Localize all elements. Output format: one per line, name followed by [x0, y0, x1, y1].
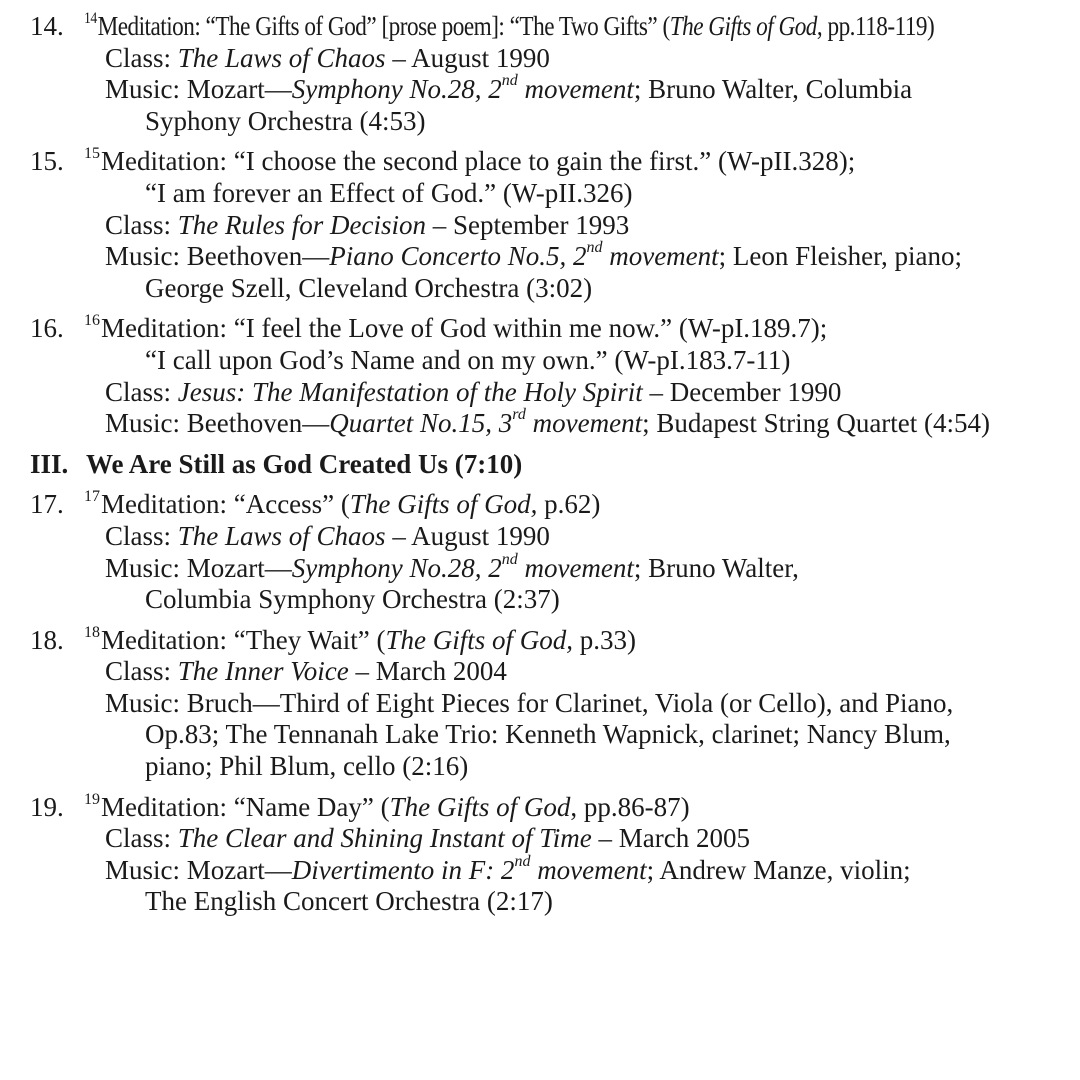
- ordinal-suffix: nd: [501, 72, 518, 90]
- meditation-text: Meditation: “Name Day” (: [101, 791, 390, 822]
- class-label: Class:: [105, 42, 178, 73]
- ordinal-suffix: nd: [514, 852, 531, 870]
- class-title: The Laws of Chaos: [177, 42, 386, 73]
- entry-number: 15.: [30, 146, 64, 177]
- footnote-marker: 18: [84, 623, 100, 641]
- footnote-marker: 19: [84, 790, 100, 808]
- music-line: [0, 408, 1080, 440]
- music-composer: Music: Beethoven—: [105, 408, 330, 439]
- entry-number: 17.: [30, 489, 64, 520]
- music-composer: Music: Beethoven—: [105, 241, 330, 272]
- footnote-marker: 14: [84, 10, 97, 27]
- music-performers: ; Bruno Walter,: [633, 552, 799, 583]
- meditation-text: Meditation: “I feel the Love of God within me now.” (W-pI.189.7);: [101, 313, 828, 344]
- meditation-line: [0, 625, 1080, 657]
- music-continuation: Syphony Orchestra (4:53): [145, 105, 426, 136]
- class-title: The Clear and Shining Instant of Time: [177, 823, 592, 854]
- footnote-marker: 17: [84, 488, 100, 506]
- meditation-continuation: “I am forever an Effect of God.” (W-pII.326): [145, 177, 633, 208]
- class-date: – March 2004: [348, 656, 507, 687]
- entry-number: 14.: [30, 11, 64, 41]
- class-title: The Laws of Chaos: [177, 520, 386, 551]
- class-line: [0, 656, 1080, 688]
- list-item: [0, 489, 1080, 615]
- music-continuation: Columbia Symphony Orchestra (2:37): [145, 584, 560, 615]
- meditation-line: [0, 11, 1080, 43]
- music-performers: ; Leon Fleisher, piano;: [718, 241, 963, 272]
- footnote-marker: 15: [84, 145, 100, 163]
- music-continuation: George Szell, Cleveland Orchestra (3:02): [145, 272, 593, 303]
- music-line: Music: Bruch—Third of Eight Pieces for Clarinet, Viola (or Cello), and Piano,: [105, 687, 954, 718]
- book-title: The Gifts of God: [669, 11, 817, 41]
- meditation-line: [0, 489, 1080, 521]
- page-ref: , pp.118-119): [816, 11, 935, 41]
- music-composer: Music: Mozart—: [105, 74, 292, 105]
- class-date: – December 1990: [642, 376, 842, 407]
- class-label: Class:: [105, 376, 178, 407]
- class-date: – August 1990: [385, 42, 550, 73]
- class-date: – September 1993: [426, 209, 630, 240]
- class-label: Class:: [105, 656, 178, 687]
- book-title: The Gifts of God: [389, 791, 571, 822]
- list-item: [0, 11, 1080, 137]
- class-line: [0, 521, 1080, 553]
- music-composer: Music: Mozart—: [105, 552, 292, 583]
- meditation-line: [0, 313, 1080, 345]
- meditation-line: [0, 146, 1080, 178]
- book-title: The Gifts of God,: [385, 624, 574, 655]
- music-line: [0, 241, 1080, 273]
- ordinal-suffix: nd: [586, 239, 603, 257]
- music-work: Quartet No.15, 3rd movement: [329, 406, 643, 439]
- page-ref: p.62): [537, 489, 601, 520]
- section-title: We Are Still as God Created Us (7:10): [86, 448, 523, 479]
- footnote-marker: 16: [84, 312, 100, 330]
- class-title: The Rules for Decision: [177, 209, 426, 240]
- class-date: – August 1990: [385, 520, 550, 551]
- meditation-text: Meditation: “Access” (: [101, 489, 350, 520]
- list-item: [0, 625, 1080, 783]
- music-performers: ; Bruno Walter, Columbia: [633, 74, 913, 105]
- music-line: [0, 74, 1080, 106]
- entry-number: 18.: [30, 624, 64, 655]
- section-number: III.: [30, 448, 69, 479]
- meditation-continuation: “I call upon God’s Name and on my own.” (W-pI.183.7-11): [145, 344, 791, 375]
- class-line: [0, 823, 1080, 855]
- music-continuation: piano; Phil Blum, cello (2:16): [145, 751, 469, 782]
- class-date: – March 2005: [591, 823, 751, 854]
- ordinal-suffix: rd: [512, 406, 526, 424]
- class-title: The Inner Voice: [177, 656, 349, 687]
- music-work: Symphony No.28, 2nd movement: [291, 550, 634, 583]
- section-heading: [0, 449, 1080, 481]
- class-line: [0, 377, 1080, 409]
- music-work: Symphony No.28, 2nd movement: [291, 72, 634, 105]
- entry-number: 19.: [30, 791, 64, 822]
- music-work: Divertimento in F: 2nd movement: [291, 852, 647, 885]
- music-work: Piano Concerto No.5, 2nd movement: [329, 239, 719, 272]
- meditation-line: [0, 792, 1080, 824]
- music-continuation: Op.83; The Tennanah Lake Trio: Kenneth Wapnick, clarinet; Nancy Blum,: [145, 719, 951, 750]
- list-item: [0, 792, 1080, 918]
- book-title: The Gifts of God,: [349, 489, 538, 520]
- music-line: [0, 852, 1080, 887]
- meditation-text: Meditation: “The Gifts of God” [prose poem]: “The Two Gifts” (: [97, 11, 670, 41]
- class-label: Class:: [105, 209, 178, 240]
- class-label: Class:: [105, 520, 178, 551]
- entry-number: 16.: [30, 313, 64, 344]
- class-line: [0, 210, 1080, 242]
- music-performers: ; Budapest String Quartet (4:54): [642, 408, 991, 439]
- document-page: [0, 11, 1080, 927]
- list-item: [0, 146, 1080, 304]
- music-performers: ; Andrew Manze, violin;: [646, 854, 911, 885]
- ordinal-suffix: nd: [501, 550, 518, 568]
- condensed-text: [84, 11, 934, 43]
- page-ref: p.33): [573, 624, 637, 655]
- meditation-text: Meditation: “They Wait” (: [101, 624, 386, 655]
- meditation-text: Meditation: “I choose the second place to gain the first.” (W-pII.328);: [101, 146, 856, 177]
- class-label: Class:: [105, 823, 178, 854]
- music-continuation: The English Concert Orchestra (2:17): [145, 886, 553, 917]
- music-line: [0, 550, 1080, 585]
- page-ref: , pp.86-87): [570, 791, 690, 822]
- class-line: [0, 43, 1080, 75]
- music-composer: Music: Mozart—: [105, 854, 292, 885]
- class-title: Jesus: The Manifestation of the Holy Spirit: [177, 376, 643, 407]
- list-item: [0, 313, 1080, 439]
